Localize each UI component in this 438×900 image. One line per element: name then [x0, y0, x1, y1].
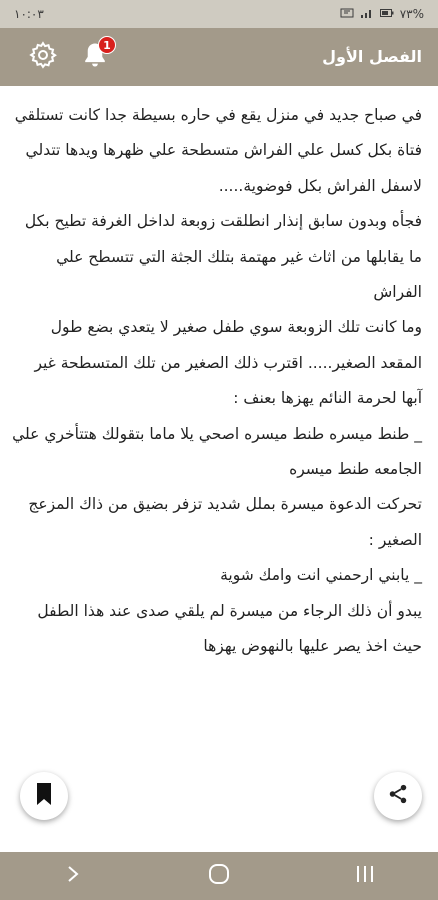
bookmark-icon: [35, 782, 53, 810]
app-bar: [0, 28, 438, 86]
nav-back-button[interactable]: [43, 856, 103, 896]
status-indicators: [340, 7, 424, 21]
notification-badge: 1: [98, 36, 116, 54]
notifications-button[interactable]: [78, 40, 112, 74]
battery-percent: %٧٣: [399, 7, 424, 21]
nav-home-button[interactable]: [189, 856, 249, 896]
chapter-text: [0, 86, 438, 852]
recents-icon: [354, 864, 376, 888]
home-icon: [208, 863, 230, 889]
paragraph: في صباح جديد في منزل يقع في حاره بسيطة جدا كانت تستلقي فتاة بكل كسل علي الفراش متسطحة علي ظهرها ويدها تتدلي لاسفل الفراش بكل فوضوية.....: [14, 106, 422, 195]
paragraph: وما كانت تلك الزوبعة سوي طفل صغير لا يتعدي بضع طول المقعد الصغير..... اقترب ذلك الصغير من تلك المتسطحة غير آبها لحرمة النائم يهزها بعنف :: [34, 318, 422, 408]
system-nav-bar: [0, 852, 438, 900]
wifi-calling-icon: [340, 7, 354, 21]
bookmark-button[interactable]: [20, 772, 68, 820]
share-button[interactable]: [374, 772, 422, 820]
gear-icon: [28, 40, 58, 74]
paragraph: تحركت الدعوة ميسرة بملل شديد تزفر بضيق من ذاك المزعج الصغير :: [28, 495, 422, 549]
paragraph: _ طنط ميسره طنط ميسره اصحي يلا ماما بتقولك هتتأخري علي الجامعه طنط ميسره: [12, 424, 422, 479]
status-time: ١٠:٠٣: [14, 7, 44, 21]
battery-icon: [380, 7, 394, 21]
chapter-title: الفصل الأول: [322, 47, 422, 66]
status-bar: [0, 0, 438, 28]
back-icon: [65, 864, 81, 888]
settings-button[interactable]: [26, 40, 60, 74]
paragraph: فجأه وبدون سابق إنذار انطلقت زوبعة لداخل الغرفة تطيح بكل ما يقابلها من اثاث غير مهتمة بتلك الجثة التي تتسطح علي الفراش: [24, 212, 422, 302]
nav-recents-button[interactable]: [335, 856, 395, 896]
share-icon: [387, 783, 409, 809]
signal-icon: [360, 7, 374, 21]
paragraph: يبدو أن ذلك الرجاء من ميسرة لم يلقي صدى عند هذا الطفل حيث اخذ يصر عليها بالنهوض يهزها: [37, 601, 422, 656]
paragraph: _ يابني ارحمني انت وامك شوية: [220, 566, 422, 585]
